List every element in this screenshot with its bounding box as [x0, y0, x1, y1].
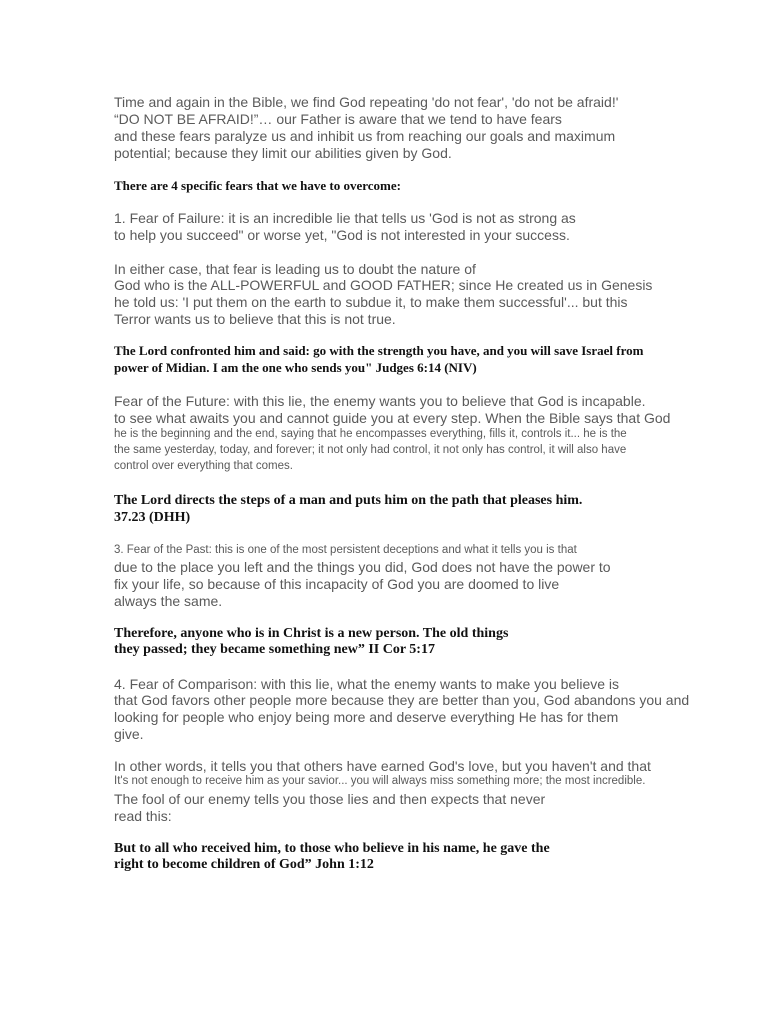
paragraph-line: give.: [114, 726, 144, 742]
paragraph-line: It's not enough to receive him as your savior... you will always miss something more; the most incredible.: [114, 775, 646, 787]
paragraph-line: due to the place you left and the things you did, God does not have the power to: [114, 559, 611, 575]
scripture-quote: they passed; they became something new” II Cor 5:17: [114, 642, 435, 657]
paragraph-line: and these fears paralyze us and inhibit us from reaching our goals and maximum: [114, 128, 616, 144]
paragraph-line: 3. Fear of the Past: this is one of the most persistent deceptions and what it tells you is that: [114, 544, 577, 556]
scripture-quote: 37.23 (DHH): [114, 510, 191, 525]
paragraph-line: he is the beginning and the end, saying that he encompasses everything, fills it, controls it... he is the: [114, 428, 627, 440]
paragraph-line: read this:: [114, 808, 172, 824]
paragraph-line: potential; because they limit our abilities given by God.: [114, 145, 452, 161]
section-heading: There are 4 specific fears that we have to overcome:: [114, 178, 401, 193]
scripture-quote: But to all who received him, to those who believe in his name, he gave the: [114, 841, 550, 856]
paragraph-line: In other words, it tells you that others have earned God's love, but you haven't and that: [114, 758, 651, 774]
paragraph-line: control over everything that comes.: [114, 460, 293, 472]
paragraph-line: he told us: 'I put them on the earth to subdue it, to make them successful'... but this: [114, 294, 628, 310]
paragraph-line: “DO NOT BE AFRAID!”… our Father is aware that we tend to have fears: [114, 111, 562, 127]
paragraph-line: to help you succeed" or worse yet, "God is not interested in your success.: [114, 227, 570, 243]
paragraph-line: 4. Fear of Comparison: with this lie, what the enemy wants to make you believe is: [114, 676, 620, 692]
paragraph-line: the same yesterday, today, and forever; it not only had control, it not only has control, it will also have: [114, 444, 627, 456]
scripture-quote: right to become children of God” John 1:12: [114, 857, 374, 872]
paragraph-line: Time and again in the Bible, we find God repeating 'do not fear', 'do not be afraid!': [114, 94, 619, 110]
paragraph-line: In either case, that fear is leading us to doubt the nature of: [114, 261, 476, 277]
scripture-quote: The Lord directs the steps of a man and puts him on the path that pleases him.: [114, 493, 583, 508]
paragraph-line: Terror wants us to believe that this is not true.: [114, 311, 396, 327]
paragraph-line: always the same.: [114, 593, 223, 609]
paragraph-line: looking for people who enjoy being more and deserve everything He has for them: [114, 709, 619, 725]
scripture-quote: The Lord confronted him and said: go with the strength you have, and you will save Israel from: [114, 343, 644, 358]
paragraph-line: to see what awaits you and cannot guide you at every step. When the Bible says that God: [114, 410, 671, 426]
paragraph-line: 1. Fear of Failure: it is an incredible lie that tells us 'God is not as strong as: [114, 210, 576, 226]
scripture-quote: power of Midian. I am the one who sends you" Judges 6:14 (NIV): [114, 360, 477, 375]
paragraph-line: Fear of the Future: with this lie, the enemy wants you to believe that God is incapable.: [114, 393, 646, 409]
paragraph-line: fix your life, so because of this incapacity of God you are doomed to live: [114, 576, 560, 592]
paragraph-line: God who is the ALL-POWERFUL and GOOD FATHER; since He created us in Genesis: [114, 277, 653, 293]
paragraph-line: that God favors other people more because they are better than you, God abandons you and: [114, 692, 690, 708]
scripture-quote: Therefore, anyone who is in Christ is a new person. The old things: [114, 626, 509, 641]
paragraph-line: The fool of our enemy tells you those lies and then expects that never: [114, 791, 546, 807]
